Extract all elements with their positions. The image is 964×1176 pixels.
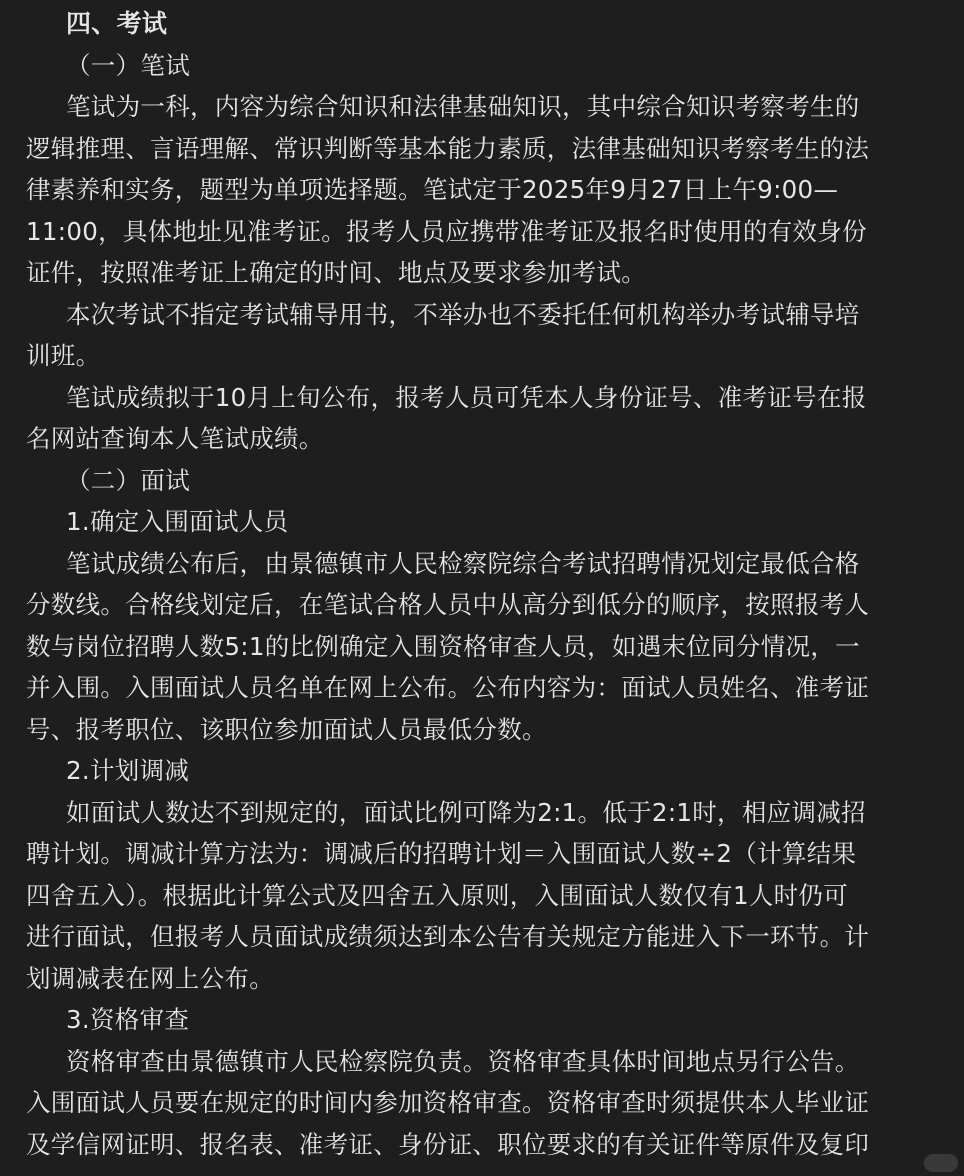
paragraph-line: 训班。 [26, 341, 101, 370]
paragraph-line: 分数线。合格线划定后，在笔试合格人员中从高分到低分的顺序，按照报考人 [26, 590, 870, 619]
paragraph-line: 及学信网证明、报名表、准考证、身份证、职位要求的有关证件等原件及复印 [26, 1130, 870, 1159]
paragraph-line: 号、报考职位、该职位参加面试人员最低分数。 [26, 715, 547, 744]
paragraph-line: 入围面试人员要在规定的时间内参加资格审查。资格审查时须提供本人毕业证 [26, 1088, 870, 1117]
paragraph-line: 11:00，具体地址见准考证。报考人员应携带准考证及报名时使用的有效身份 [26, 217, 867, 246]
section-heading-exam: 四、考试 [66, 9, 168, 38]
paragraph-line: 如面试人数达不到规定的，面试比例可降为2:1。低于2:1时，相应调减招 [66, 798, 866, 827]
paragraph-line: 聘计划。调减计算方法为：调减后的招聘计划＝入围面试人数÷2（计算结果 [26, 839, 857, 868]
item-heading-qualification-review: 3.资格审查 [66, 1005, 190, 1034]
paragraph-line: 资格审查由景德镇市人民检察院负责。资格审查具体时间地点另行公告。 [66, 1047, 860, 1076]
paragraph-line: 律素养和实务，题型为单项选择题。笔试定于2025年9月27日上午9:00— [26, 175, 839, 204]
paragraph-line: 名网站查询本人笔试成绩。 [26, 424, 324, 453]
paragraph-line: 笔试成绩公布后，由景德镇市人民检察院综合考试招聘情况划定最低合格 [66, 549, 860, 578]
paragraph-line: 证件，按照准考证上确定的时间、地点及要求参加考试。 [26, 258, 646, 287]
watermark-logo [924, 1154, 958, 1172]
subsection-heading-written: （一）笔试 [66, 51, 190, 80]
paragraph-line: 划调减表在网上公布。 [26, 964, 274, 993]
item-heading-plan-reduction: 2.计划调减 [66, 756, 190, 785]
item-heading-shortlist: 1.确定入围面试人员 [66, 507, 289, 536]
paragraph-line: 本次考试不指定考试辅导用书，不举办也不委托任何机构举办考试辅导培 [66, 300, 860, 329]
paragraph-line: 笔试为一科，内容为综合知识和法律基础知识，其中综合知识考察考生的 [66, 92, 860, 121]
paragraph-line: 逻辑推理、言语理解、常识判断等基本能力素质，法律基础知识考察考生的法 [26, 134, 870, 163]
paragraph-line: 四舍五入）。根据此计算公式及四舍五入原则，入围面试人数仅有1人时仍可 [26, 881, 849, 910]
paragraph-line: 进行面试，但报考人员面试成绩须达到本公告有关规定方能进入下一环节。计 [26, 922, 870, 951]
paragraph-line: 数与岗位招聘人数5:1的比例确定入围资格审查人员，如遇末位同分情况，一 [26, 632, 860, 661]
paragraph-line: 笔试成绩拟于10月上旬公布，报考人员可凭本人身份证号、准考证号在报 [66, 383, 867, 412]
paragraph-line: 并入围。入围面试人员名单在网上公布。公布内容为：面试人员姓名、准考证 [26, 673, 870, 702]
subsection-heading-interview: （二）面试 [66, 466, 190, 495]
